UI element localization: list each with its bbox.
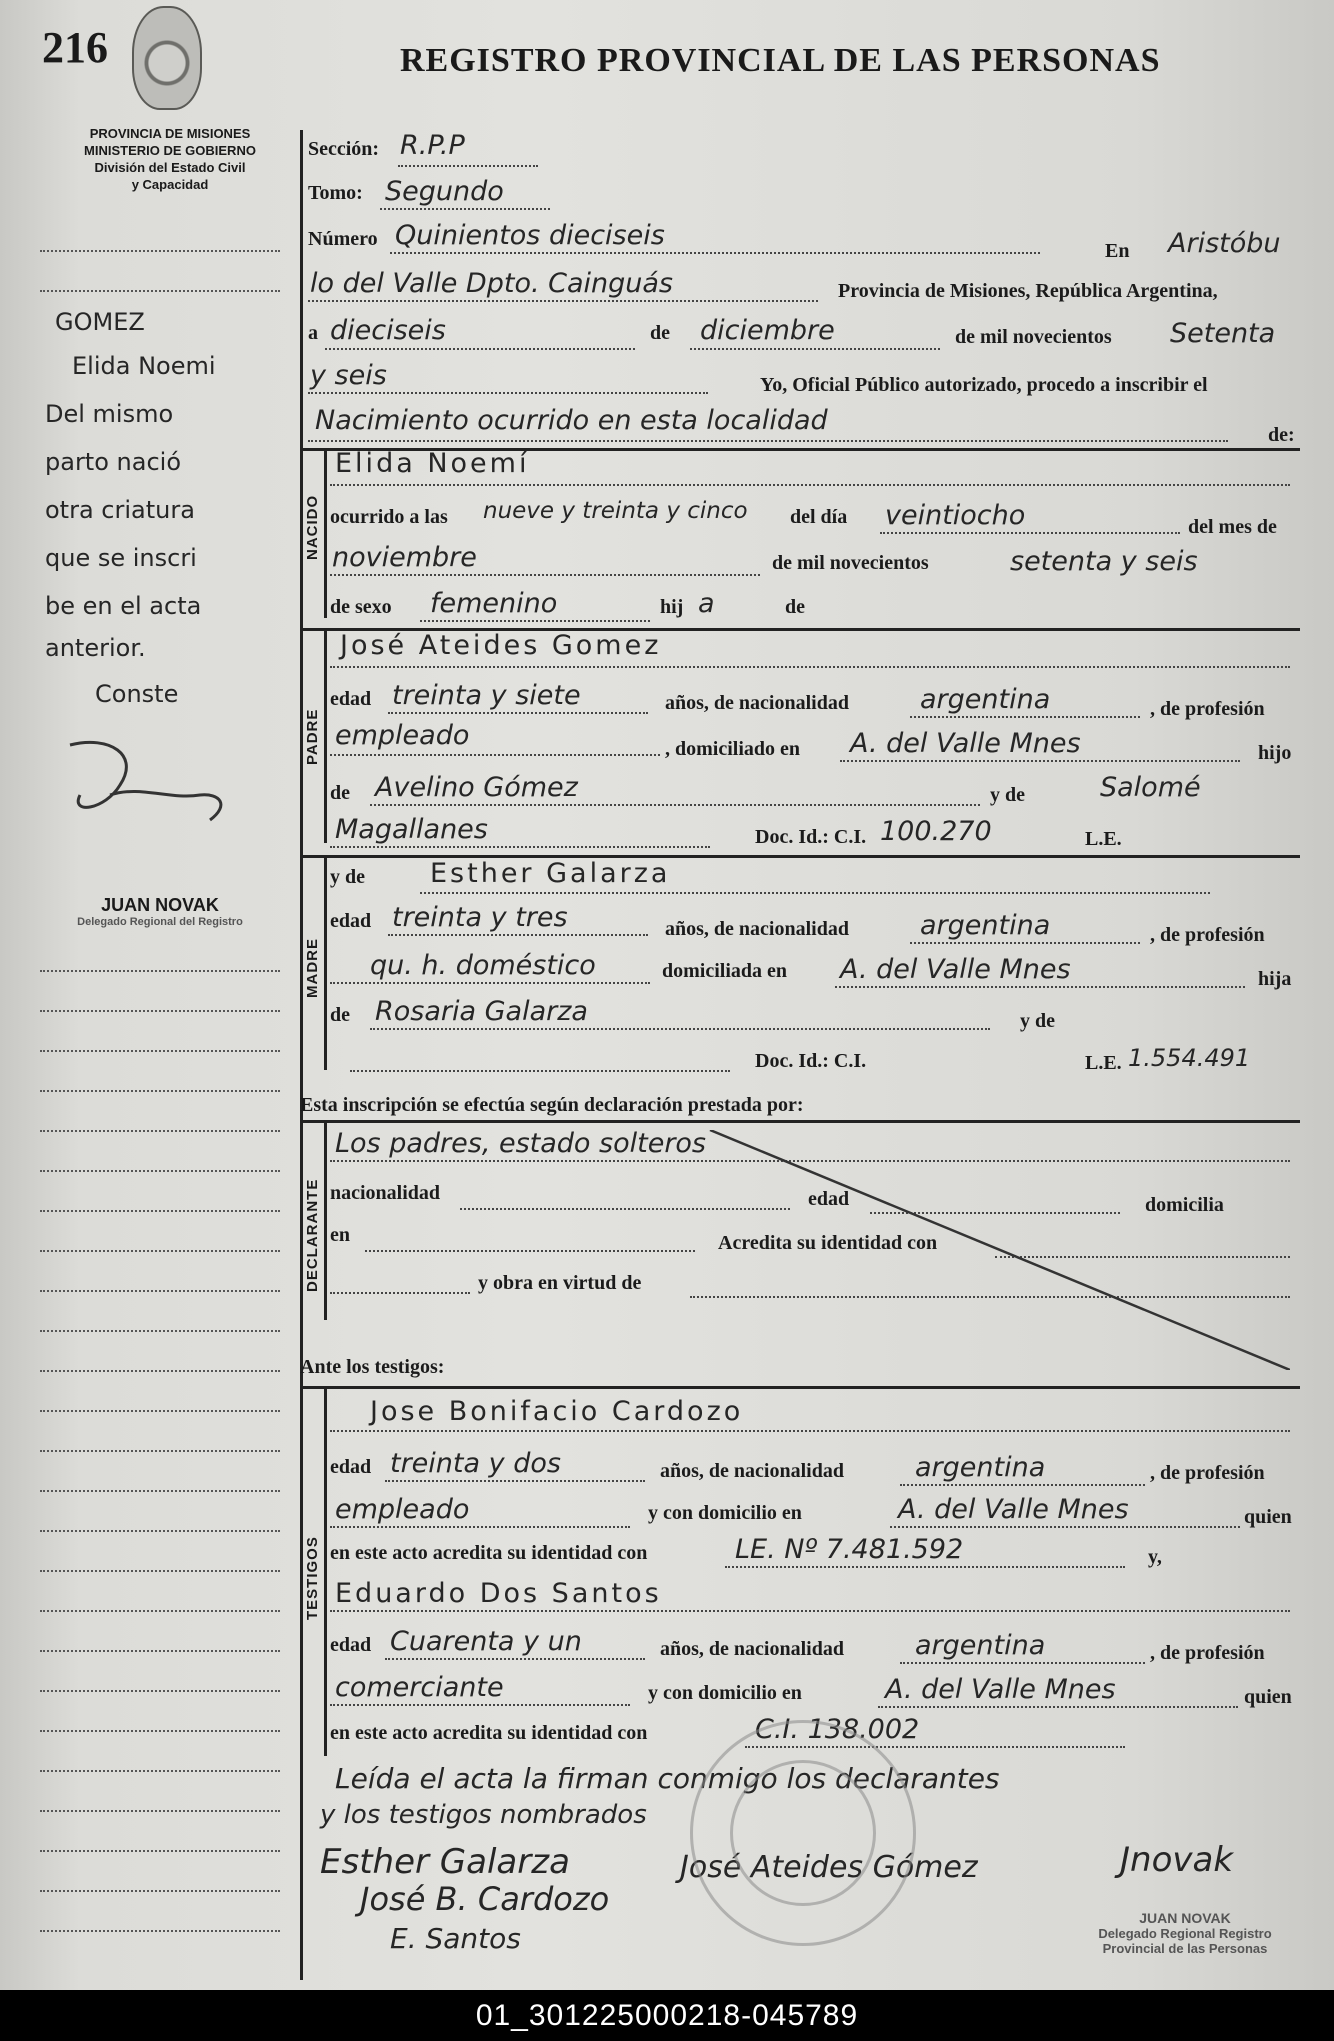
value-madre-nac: argentina: [920, 910, 1051, 941]
signature-testigo1: José B. Cardozo: [360, 1880, 610, 1918]
margin-line: [40, 1290, 280, 1292]
label-profesion: , de profesión: [1150, 698, 1265, 720]
underline: [840, 760, 1240, 762]
margin-line: [40, 1050, 280, 1052]
label-en: En: [1105, 240, 1130, 262]
margin-line: [40, 1170, 280, 1172]
value-madre-edad: treinta y tres: [392, 902, 568, 933]
value-padre-prof: empleado: [335, 720, 470, 751]
label-con-dom-2: y con domicilio en: [648, 1682, 802, 1704]
margin-line: [40, 250, 280, 252]
margin-line: [40, 1650, 280, 1652]
underline: [835, 986, 1245, 988]
value-t1-edad: treinta y dos: [390, 1448, 561, 1479]
label-edad-2: edad: [330, 910, 372, 932]
underline: [420, 620, 650, 622]
underline: [308, 440, 1228, 442]
value-mes: diciembre: [700, 315, 835, 346]
margin-line: [40, 1330, 280, 1332]
label-de: de: [650, 322, 670, 344]
official-seal-inner: [730, 1760, 876, 1906]
value-t2-doc: C.I. 138.002: [755, 1714, 920, 1745]
margin-line: [40, 1690, 280, 1692]
margin-stamp: JUAN NOVAK Delegado Regional del Registro: [77, 895, 243, 928]
margin-line: [40, 1090, 280, 1092]
margin-line: [40, 1450, 280, 1452]
file-id-footer: 01_301225000218-045789: [0, 1990, 1334, 2041]
value-anio-nac: setenta y seis: [1010, 546, 1198, 577]
underline: [330, 846, 710, 848]
label-con-dom: y con domicilio en: [648, 1502, 802, 1524]
value-t2-prof: comerciante: [335, 1672, 504, 1703]
section-border: [300, 1386, 1300, 1389]
underline: [350, 1070, 730, 1072]
value-nombre: Elida Noemí: [335, 448, 530, 479]
value-t1-doc: LE. Nº 7.481.592: [735, 1534, 964, 1565]
margin-note-line: be en el acta: [45, 592, 202, 620]
margin-line: [40, 1530, 280, 1532]
margin-line: [40, 290, 280, 292]
label-a: a: [308, 322, 318, 344]
margin-line: [40, 1610, 280, 1612]
label-del-mes: del mes de: [1188, 516, 1277, 538]
value-mes-nac: noviembre: [332, 542, 477, 573]
bottom-stamp: JUAN NOVAK Delegado Regional Registro Provincial de las Personas: [1098, 1910, 1272, 1956]
label-le: L.E.: [1085, 828, 1122, 850]
margin-note-line: anterior.: [45, 634, 146, 662]
value-madre: Esther Galarza: [430, 858, 671, 889]
margin-line: [40, 1490, 280, 1492]
margin-line: [40, 1210, 280, 1212]
margin-line: [40, 1130, 280, 1132]
underline: [690, 348, 940, 350]
underline: [890, 1526, 1240, 1528]
margin-line: [40, 1410, 280, 1412]
value-t1-dom: A. del Valle Mnes: [898, 1494, 1129, 1525]
label-anos-nac-2: años, de nacionalidad: [665, 918, 849, 940]
margin-note-line: que se inscri: [45, 544, 197, 572]
value-padre-madre: Salomé: [1100, 772, 1201, 803]
label-provincia: Provincia de Misiones, República Argentina,: [838, 280, 1218, 302]
label-profesion-4: , de profesión: [1150, 1642, 1265, 1664]
underline: [330, 754, 660, 756]
value-padre-ci: 100.270: [880, 816, 992, 847]
value-madre-madre: Rosaria Galarza: [375, 996, 588, 1027]
underline: [380, 208, 550, 210]
label-numero: Número: [308, 228, 378, 250]
label-y-de: y de: [990, 784, 1025, 806]
label-yo: Yo, Oficial Público autorizado, procedo a inscribir el: [760, 374, 1208, 396]
signature-testigo2: E. Santos: [390, 1922, 521, 1955]
label-de-3: de: [330, 782, 350, 804]
side-label-madre: MADRE: [304, 938, 321, 998]
margin-note-line: Del mismo: [45, 400, 174, 428]
margin-line: [40, 970, 280, 972]
value-madre-prof: qu. h. doméstico: [370, 950, 596, 981]
margin-line: [40, 1930, 280, 1932]
underline: [725, 1566, 1125, 1568]
label-tomo: Tomo:: [308, 182, 363, 204]
margin-note-line: parto nació: [45, 448, 181, 476]
underline: [398, 165, 538, 167]
label-doc: Doc. Id.: C.I.: [755, 826, 867, 848]
label-inscripcion: Esta inscripción se efectúa según declaración prestada por:: [300, 1094, 804, 1116]
label-y-de-3: y de: [1020, 1010, 1055, 1032]
value-t1-prof: empleado: [335, 1494, 470, 1525]
underline: [370, 1028, 990, 1030]
value-t2-edad: Cuarenta y un: [390, 1626, 582, 1657]
underline: [385, 1658, 645, 1660]
label-domiciliada: domiciliada en: [662, 960, 788, 982]
margin-line: [40, 1730, 280, 1732]
margin-line: [40, 1890, 280, 1892]
label-hijo-2: hijo: [1258, 742, 1292, 764]
label-edad: edad: [330, 688, 372, 710]
underline: [910, 716, 1140, 718]
value-dia-nac: veintiocho: [885, 500, 1026, 531]
value-padre-nac: argentina: [920, 684, 1051, 715]
label-domiciliado: , domiciliado en: [665, 738, 801, 760]
value-anio: Setenta: [1170, 318, 1276, 349]
label-hijo: hij: [660, 596, 684, 618]
main-frame-border: [300, 130, 303, 1980]
underline: [308, 392, 708, 394]
value-t1-nac: argentina: [915, 1452, 1046, 1483]
value-acto: Nacimiento ocurrido en esta localidad: [315, 405, 828, 436]
underline: [910, 942, 1140, 944]
value-t2-nac: argentina: [915, 1630, 1046, 1661]
label-acredita-2: en este acto acredita su identidad con: [330, 1542, 648, 1564]
label-anos-nac-4: años, de nacionalidad: [660, 1638, 844, 1660]
value-hora: nueve y treinta y cinco: [483, 498, 748, 524]
label-hija: hija: [1258, 968, 1292, 990]
underline: [388, 712, 648, 714]
label-en-2: en: [330, 1224, 350, 1246]
label-de-colon: de:: [1268, 424, 1295, 446]
label-domicilia: domicilia: [1145, 1194, 1224, 1216]
value-padre-padre: Avelino Gómez: [375, 772, 578, 803]
value-padre: José Ateides Gomez: [340, 630, 662, 661]
signature-padre: José Ateides Gómez: [680, 1850, 978, 1885]
label-mil-novecientos-2: de mil novecientos: [772, 552, 929, 574]
underline: [330, 1704, 630, 1706]
value-testigo1: Jose Bonifacio Cardozo: [370, 1396, 744, 1427]
value-t2-dom: A. del Valle Mnes: [885, 1674, 1116, 1705]
value-dia: dieciseis: [330, 315, 446, 346]
label-anos-nac: años, de nacionalidad: [665, 692, 849, 714]
margin-note-line: GOMEZ: [55, 308, 145, 336]
closing-text-2: y los testigos nombrados: [320, 1800, 647, 1830]
label-y-coma: y,: [1148, 1546, 1162, 1568]
margin-line: [40, 1370, 280, 1372]
margin-line: [40, 1810, 280, 1812]
side-label-testigos: TESTIGOS: [304, 1536, 321, 1620]
label-edad-5: edad: [330, 1634, 372, 1656]
label-del-dia: del día: [790, 506, 848, 528]
value-testigo2: Eduardo Dos Santos: [335, 1578, 662, 1609]
side-label-padre: PADRE: [304, 708, 321, 765]
label-le-2: L.E.: [1085, 1052, 1122, 1074]
section-border: [300, 1120, 1300, 1123]
side-label-nacido: NACIDO: [304, 494, 321, 560]
underline: [330, 1610, 1290, 1612]
section-border: [324, 628, 327, 843]
label-de-4: de: [330, 1004, 350, 1026]
value-madre-dom: A. del Valle Mnes: [840, 954, 1071, 985]
underline: [330, 1526, 630, 1528]
signature-madre: Esther Galarza: [320, 1842, 570, 1882]
label-doc-2: Doc. Id.: C.I.: [755, 1050, 867, 1072]
underline: [308, 300, 818, 302]
section-border: [324, 1120, 327, 1320]
label-edad-4: edad: [330, 1456, 372, 1478]
value-en: Aristóbu: [1168, 228, 1281, 259]
label-obra: y obra en virtud de: [478, 1272, 642, 1294]
value-padre-madre2: Magallanes: [335, 814, 488, 845]
label-nacionalidad: nacionalidad: [330, 1182, 441, 1204]
label-seccion: Sección:: [308, 138, 380, 160]
value-seccion: R.P.P: [400, 130, 465, 161]
underline: [420, 892, 1210, 894]
underline: [900, 1484, 1145, 1486]
section-border: [324, 1386, 327, 1756]
underline: [325, 348, 635, 350]
closing-text: Leída el acta la firman conmigo los declarantes: [335, 1762, 1000, 1795]
underline: [390, 252, 1040, 254]
label-edad-3: edad: [808, 1188, 850, 1210]
document-title: REGISTRO PROVINCIAL DE LAS PERSONAS: [400, 42, 1161, 79]
section-border: [324, 448, 327, 618]
value-lugar: lo del Valle Dpto. Cainguás: [310, 268, 673, 299]
margin-line: [40, 1850, 280, 1852]
value-tomo: Segundo: [385, 176, 504, 207]
label-quien-2: quien: [1244, 1686, 1292, 1708]
underline: [388, 934, 648, 936]
label-testigos: Ante los testigos:: [300, 1356, 445, 1378]
side-label-declarante: DECLARANTE: [304, 1178, 321, 1292]
section-border: [324, 855, 327, 1070]
margin-note-line: otra criatura: [45, 496, 195, 524]
underline: [330, 574, 760, 576]
signature-oficial: Jnovak: [1120, 1840, 1234, 1880]
margin-note-line: Conste: [95, 680, 179, 708]
underline: [330, 982, 650, 984]
label-acredita-3: en este acto acredita su identidad con: [330, 1722, 648, 1744]
margin-line: [40, 1770, 280, 1772]
label-anos-nac-3: años, de nacionalidad: [660, 1460, 844, 1482]
underline: [880, 532, 1180, 534]
label-y-de-2: y de: [330, 866, 365, 888]
underline: [370, 804, 980, 806]
underline: [330, 484, 1290, 486]
underline: [385, 1480, 645, 1482]
underline: [330, 666, 1290, 668]
value-anio2: y seis: [310, 360, 387, 391]
value-padre-dom: A. del Valle Mnes: [850, 728, 1081, 759]
value-madre-le: 1.554.491: [1128, 1044, 1251, 1072]
value-declarante: Los padres, estado solteros: [335, 1128, 706, 1159]
underline: [878, 1706, 1238, 1708]
margin-line: [40, 1010, 280, 1012]
margin-signature-icon: [50, 725, 250, 845]
label-profesion-2: , de profesión: [1150, 924, 1265, 946]
label-de-2: de: [785, 596, 805, 618]
label-ocurrido: ocurrido a las: [330, 506, 448, 528]
value-padre-edad: treinta y siete: [392, 680, 581, 711]
coat-of-arms-icon: [132, 6, 202, 110]
page-number: 216: [42, 23, 108, 72]
label-acredita: Acredita su identidad con: [718, 1232, 938, 1254]
cancel-stroke: [330, 1130, 1290, 1370]
margin-note-line: Elida Noemi: [72, 352, 216, 380]
label-quien: quien: [1244, 1506, 1292, 1528]
underline: [330, 1430, 1290, 1432]
margin-line: [40, 1570, 280, 1572]
header-left: PROVINCIA DE MISIONES MINISTERIO DE GOBIERNO División del Estado Civil y Capacidad: [84, 126, 256, 192]
value-sexo: femenino: [430, 588, 558, 619]
value-numero: Quinientos dieciseis: [395, 220, 665, 251]
margin-line: [40, 1250, 280, 1252]
label-mil-novecientos: de mil novecientos: [955, 326, 1112, 348]
label-profesion-3: , de profesión: [1150, 1462, 1265, 1484]
label-sexo: de sexo: [330, 596, 392, 618]
underline: [900, 1662, 1145, 1664]
value-hijo: a: [698, 588, 715, 619]
